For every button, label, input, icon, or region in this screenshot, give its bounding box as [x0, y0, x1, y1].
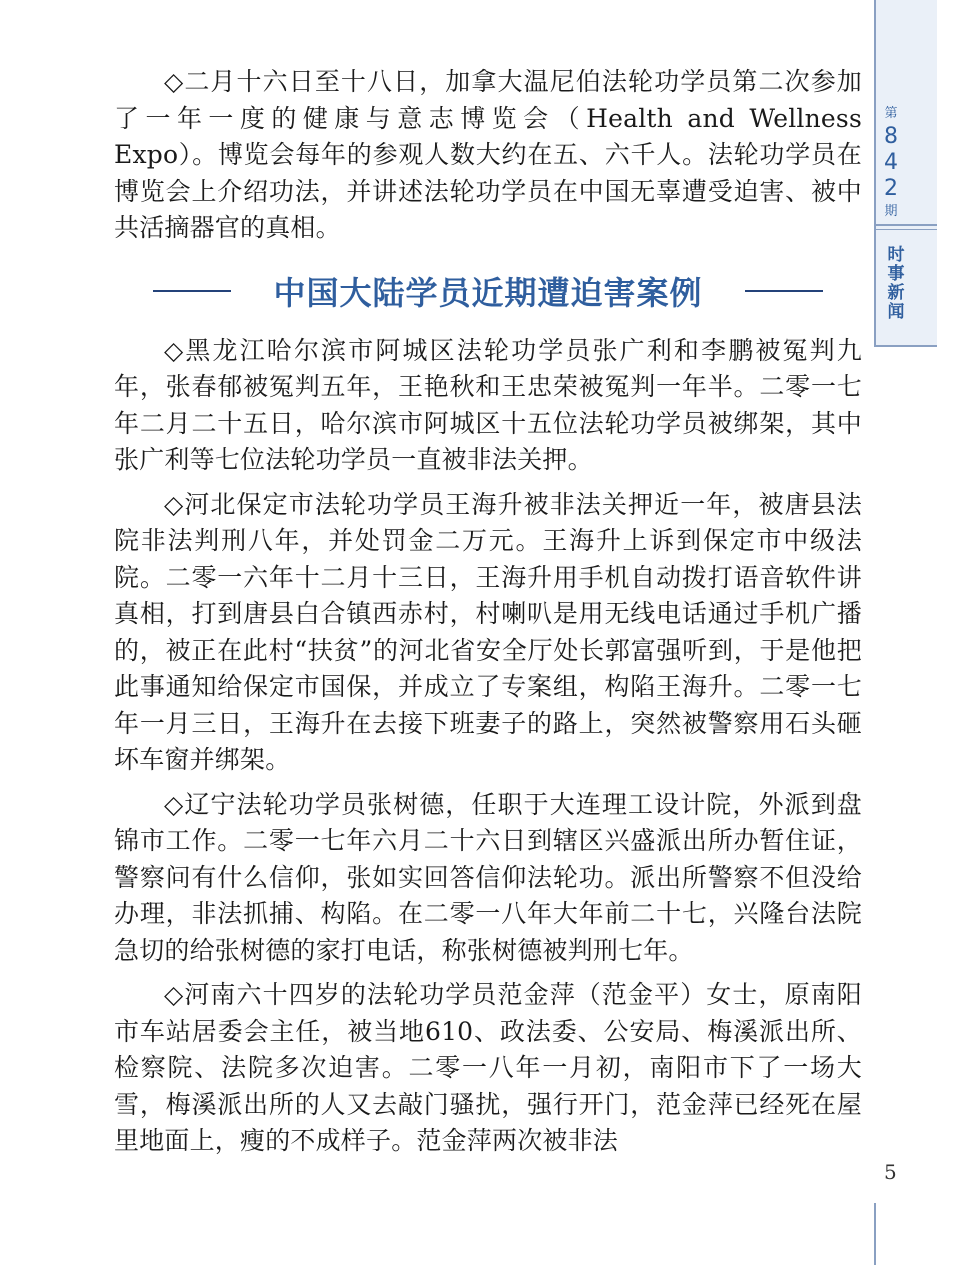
page-number: 5: [884, 1160, 897, 1184]
section-heading: [114, 269, 862, 313]
heading-rule-right: [745, 290, 823, 292]
paragraph-health-expo: ◇二月十六日至十八日，加拿大温尼伯法轮功学员第二次参加了一年一度的健康与意志博览会（Health and Wellness Expo）。博览会每年的参观人数大约在五、六千人。法轮功学员在博览会上介绍功法，并讲述法轮功学员在中国无辜遭受迫害、被中共活摘器官的真相。: [114, 67, 862, 242]
section-char: 事: [887, 264, 905, 284]
heading-rule-left: [153, 290, 231, 292]
article-body: [114, 64, 862, 1168]
sidebar-divider-thin: [876, 229, 937, 230]
section-title: 中国大陆学员近期遭迫害案例: [273, 273, 703, 312]
sidebar-divider: [876, 224, 937, 226]
section-char: 闻: [887, 302, 905, 322]
sidebar: [874, 0, 978, 1265]
issue-number: [876, 104, 906, 222]
section-label-vertical: [882, 246, 910, 322]
sidebar-tab-bottom-rule: [874, 345, 937, 347]
issue-suffix: 期: [884, 204, 898, 219]
section-char: 时: [887, 245, 905, 265]
issue-digit: 8: [884, 124, 898, 149]
sidebar-lower-rule: [874, 1203, 876, 1265]
issue-digit: 2: [884, 176, 898, 201]
paragraph-harbin-case: ◇黑龙江哈尔滨市阿城区法轮功学员张广利和李鹏被冤判九年，张春郁被冤判五年，王艳秋和王忠荣被冤判一年半。二零一七年二月二十五日，哈尔滨市阿城区十五位法轮功学员被绑架，其中张广利等七位法轮功学员一直被非法关押。: [114, 335, 862, 474]
paragraph-liaoning-case: ◇辽宁法轮功学员张树德，任职于大连理工设计院，外派到盘锦市工作。二零一七年六月二十六日到辖区兴盛派出所办暂住证，警察问有什么信仰，张如实回答信仰法轮功。派出所警察不但没给办理，非法抓捕、构陷。在二零一八年大年前二十七，兴隆台法院急切的给张树德的家打电话，称张树德被判刑七年。: [114, 789, 862, 965]
issue-prefix: 第: [884, 106, 898, 121]
paragraph-baoding-case: ◇河北保定市法轮功学员王海升被非法关押近一年，被唐县法院非法判刑八年，并处罚金二万元。王海升上诉到保定市中级法院。二零一六年十二月十三日，王海升用手机自动拨打语音软件讲真相，打到唐县白合镇西赤村，村喇叭是用无线电话通过手机广播的，被正在此村“扶贫”的河北省安全厅处长郭富强听到，于是他把此事通知给保定市国保，并成立了专案组，构陷王海升。二零一七年一月三日，王海升在去接下班妻子的路上，突然被警察用石头砸坏车窗并绑架。: [114, 489, 862, 774]
issue-digit: 4: [884, 150, 898, 175]
paragraph-henan-case: ◇河南六十四岁的法轮功学员范金萍（范金平）女士，原南阳市车站居委会主任，被当地610、政法委、公安局、梅溪派出所、检察院、法院多次迫害。二零一八年一月初，南阳市下了一场大雪，梅溪派出所的人又去敲门骚扰，强行开门，范金萍已经死在屋里地面上，瘦的不成样子。范金萍两次被非法: [114, 980, 862, 1155]
section-char: 新: [887, 283, 905, 303]
sidebar-tab: [874, 0, 937, 345]
